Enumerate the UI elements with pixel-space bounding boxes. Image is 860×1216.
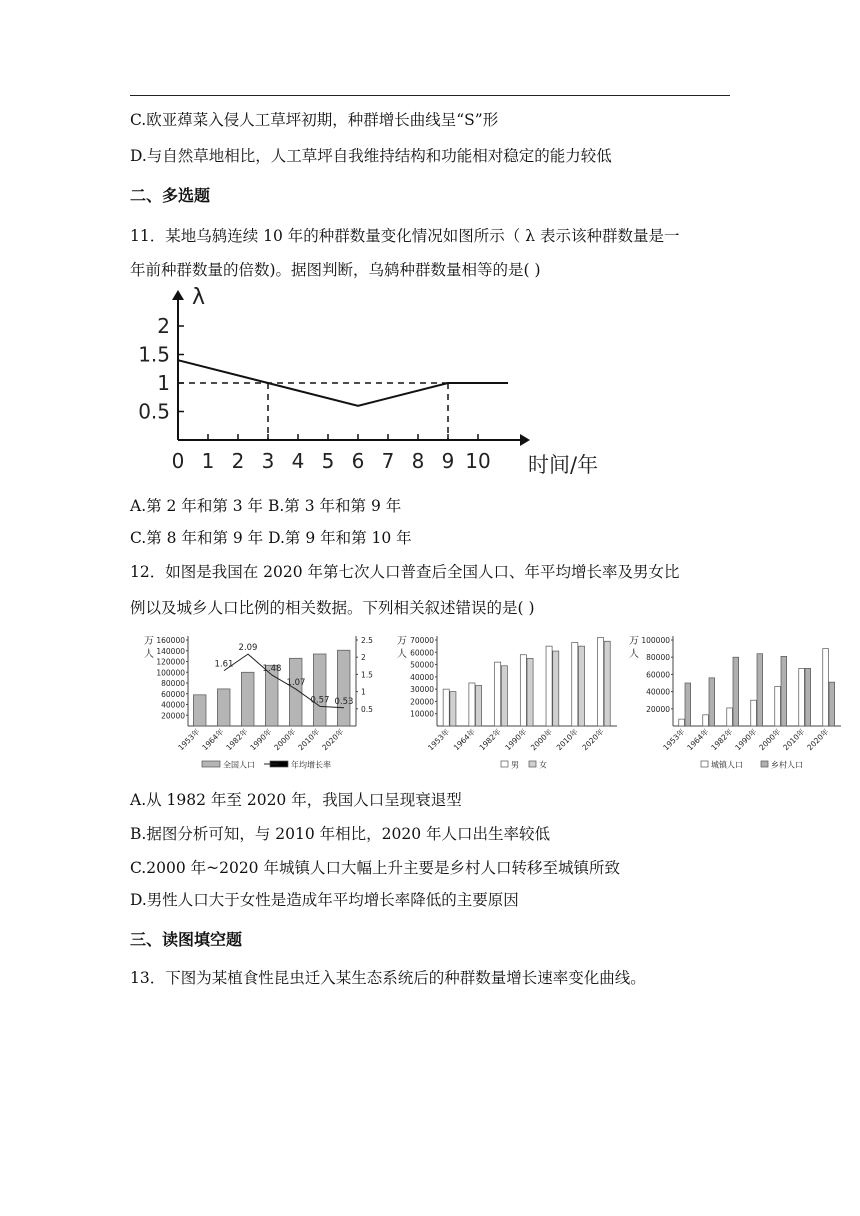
growth-rate-label: 1.61 <box>214 659 234 670</box>
legend-label: 乡村人口 <box>771 760 803 770</box>
y-tick-label: 160000 <box>156 636 185 645</box>
y-tick-label: 1.5 <box>138 342 170 367</box>
bar-b <box>553 651 559 726</box>
x-tick-label: 1990年 <box>503 727 529 753</box>
bar-a <box>193 695 206 726</box>
growth-rate-label: 1.07 <box>286 678 306 689</box>
growth-rate-label: 1.48 <box>262 664 282 675</box>
question-11-line-2: 年前种群数量的倍数)。据图判断，乌鸫种群数量相等的是( ) <box>130 261 541 279</box>
legend-label: 全国人口 <box>223 760 255 770</box>
gender-population-chart <box>393 630 625 775</box>
y-tick-label: 60000 <box>410 648 434 658</box>
y-tick-label: 20000 <box>410 697 434 707</box>
section-heading-figure-fill: 三、读图填空题 <box>130 930 243 949</box>
y-tick-label: 0.5 <box>138 399 170 424</box>
bar-a <box>751 700 757 726</box>
option-d-q10: D.与自然草地相比，人工草坪自我维持结构和功能相对稳定的能力较低 <box>130 147 612 165</box>
y-tick-label: 80000 <box>161 679 185 688</box>
urban-rural-population-chart <box>625 630 850 775</box>
x-tick-label: 2010年 <box>554 727 580 753</box>
x-tick-label: 6 <box>351 449 365 473</box>
option-c-q10: C.欧亚蔊菜入侵人工草坪初期，种群增长曲线呈“S”形 <box>130 111 499 129</box>
x-tick-label: 8 <box>411 449 425 473</box>
y-tick-label: 120000 <box>156 657 185 667</box>
x-tick-label: 1990年 <box>733 727 759 753</box>
y-tick-label: 40000 <box>161 700 185 710</box>
bar-a <box>727 708 733 726</box>
bar-a <box>520 655 526 726</box>
lambda-line-chart <box>130 282 600 482</box>
legend-swatch <box>529 761 536 767</box>
y-axis-label: λ <box>192 285 206 310</box>
bar-b <box>733 657 739 726</box>
bar-a <box>572 642 578 726</box>
bar-b <box>450 692 456 726</box>
question-13-text: 13．下图为某植食性昆虫迁入某生态系统后的种群数量增长速率变化曲线。 <box>130 969 646 987</box>
legend-swatch <box>761 761 768 767</box>
x-tick-label: 2010年 <box>781 727 807 753</box>
bar-b <box>781 656 787 726</box>
y-unit-label-2: 人 <box>144 649 154 660</box>
x-tick-label: 1982年 <box>709 727 735 753</box>
bar-a <box>443 689 449 726</box>
y2-tick-label: 2.5 <box>361 636 373 645</box>
question-12-option-d: D.男性人口大于女性是造成年平均增长率降低的主要原因 <box>130 891 519 909</box>
bar-b <box>709 678 715 726</box>
bar-a <box>703 715 709 726</box>
y-tick-label: 50000 <box>410 660 434 670</box>
x-tick-label: 2000年 <box>528 727 555 753</box>
legend-label: 城镇人口 <box>711 760 743 770</box>
bar-a <box>546 646 552 726</box>
x-tick-label: 2000年 <box>757 727 783 753</box>
y-unit-label-1: 万 <box>629 636 639 647</box>
y-tick-label: 140000 <box>156 646 185 656</box>
question-12-line-1: 12．如图是我国在 2020 年第七次人口普查后全国人口、年平均增长率及男女比 <box>130 563 680 581</box>
y-axis-arrow <box>172 290 184 300</box>
x-tick-label: 2 <box>231 449 245 473</box>
bar-a <box>313 654 326 726</box>
x-tick-label: 1964年 <box>200 727 226 753</box>
x-tick-label: 0 <box>171 449 185 473</box>
y-unit-label-1: 万 <box>144 636 154 647</box>
y-tick-label: 70000 <box>410 636 434 645</box>
question-12-line-2: 例以及城乡人口比例的相关数据。下列相关叙述错误的是( ) <box>130 599 535 617</box>
bar-a <box>469 683 475 726</box>
x-tick-label: 1964年 <box>685 727 711 753</box>
x-tick-label: 2010年 <box>296 727 322 753</box>
question-11-options-cd: C.第 8 年和第 9 年 D.第 9 年和第 10 年 <box>130 529 412 547</box>
bar-b <box>476 685 482 726</box>
question-11-options-ab: A.第 2 年和第 3 年 B.第 3 年和第 9 年 <box>130 497 402 515</box>
question-12-option-b: B.据图分析可知，与 2010 年相比，2020 年人口出生率较低 <box>130 825 550 843</box>
x-tick-label: 1990年 <box>248 727 274 753</box>
y-tick-label: 10000 <box>410 709 434 719</box>
x-tick-label: 5 <box>321 449 335 473</box>
x-tick-label: 2020年 <box>805 727 831 753</box>
bar-a <box>775 686 781 726</box>
section-heading-multiple-choice: 二、多选题 <box>130 186 211 205</box>
legend-label: 女 <box>539 760 547 770</box>
legend-swatch <box>701 761 708 767</box>
y-tick-label: 1 <box>157 371 170 395</box>
bar-a <box>217 689 230 726</box>
x-tick-label: 7 <box>381 449 395 473</box>
bar-b <box>501 666 507 726</box>
x-tick-label: 1 <box>201 449 215 473</box>
x-tick-label: 1953年 <box>426 727 452 753</box>
y-unit-label-1: 万 <box>397 636 407 647</box>
legend-swatch <box>501 761 508 767</box>
bar-a <box>495 662 501 726</box>
header-rule <box>130 95 730 96</box>
growth-rate-label: 2.09 <box>238 643 258 654</box>
growth-rate-label: 0.53 <box>334 696 354 707</box>
bar-b <box>829 682 835 726</box>
x-tick-label: 1982年 <box>224 727 250 753</box>
x-tick-label: 1982年 <box>477 727 503 753</box>
x-tick-label: 4 <box>291 449 305 473</box>
population-growth-chart <box>140 630 390 775</box>
question-11-line-1: 11．某地乌鸫连续 10 年的种群数量变化情况如图所示（ λ 表示该种群数量是一 <box>130 227 680 245</box>
y-tick-label: 20000 <box>646 704 670 714</box>
bar-b <box>757 654 763 726</box>
x-tick-label: 10 <box>465 449 491 473</box>
x-tick-label: 2020年 <box>580 727 606 753</box>
question-12-option-c: C.2000 年~2020 年城镇人口大幅上升主要是乡村人口转移至城镇所致 <box>130 859 620 877</box>
bar-b <box>527 658 533 726</box>
x-tick-label: 1953年 <box>661 727 687 753</box>
x-axis-arrow <box>520 434 530 446</box>
y-tick-label: 30000 <box>410 685 434 695</box>
x-tick-label: 1964年 <box>451 727 477 753</box>
bar-a <box>823 649 829 726</box>
bar-b <box>685 683 691 726</box>
bar-a <box>337 650 350 726</box>
x-tick-label: 9 <box>441 449 455 473</box>
y-tick-label: 2 <box>157 314 170 338</box>
x-tick-label: 2020年 <box>320 727 346 753</box>
y2-tick-label: 0.5 <box>361 704 373 714</box>
x-tick-label: 2000年 <box>272 727 298 753</box>
bar-a <box>241 672 254 726</box>
x-tick-label: 3 <box>261 449 275 473</box>
y-unit-label-2: 人 <box>629 649 639 660</box>
y-tick-label: 100000 <box>641 636 670 645</box>
y-tick-label: 40000 <box>646 687 670 697</box>
bar-b <box>805 668 811 726</box>
y2-tick-label: 2 <box>361 653 366 663</box>
y2-tick-label: 1.5 <box>361 670 373 680</box>
y-tick-label: 80000 <box>646 653 670 663</box>
legend-label: 年均增长率 <box>291 760 331 770</box>
x-tick-label: 1953年 <box>176 727 202 753</box>
legend-label: 男 <box>511 760 519 770</box>
y-tick-label: 20000 <box>161 711 185 721</box>
bar-b <box>578 646 584 726</box>
bar-b <box>604 641 610 726</box>
y-unit-label-2: 人 <box>397 649 407 660</box>
y2-tick-label: 1 <box>361 687 366 697</box>
question-12-option-a: A.从 1982 年至 2020 年，我国人口呈现衰退型 <box>130 791 462 809</box>
growth-rate-label: 0.57 <box>310 695 330 706</box>
y-tick-label: 60000 <box>646 670 670 680</box>
bar-a <box>799 668 805 726</box>
x-axis-label: 时间/年 <box>528 453 599 477</box>
legend-swatch <box>202 761 220 767</box>
y-tick-label: 60000 <box>161 689 185 699</box>
bar-a <box>679 719 685 726</box>
y-tick-label: 40000 <box>410 672 434 682</box>
bar-a <box>597 638 603 726</box>
y-tick-label: 100000 <box>156 668 185 678</box>
